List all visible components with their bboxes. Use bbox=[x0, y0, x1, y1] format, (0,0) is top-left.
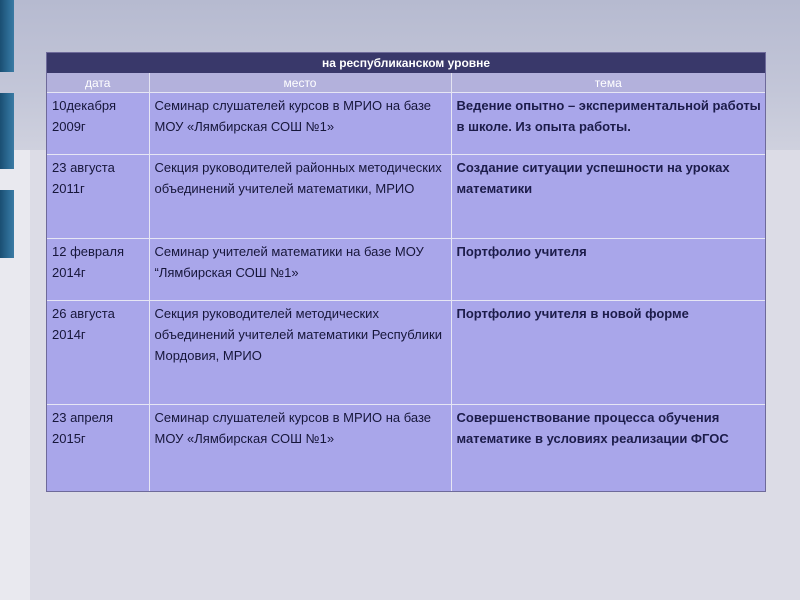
row-topic: Портфолио учителя в новой форме bbox=[451, 301, 765, 405]
row-topic: Ведение опытно – экспериментальной работы в школе. Из опыта работы. bbox=[451, 93, 765, 155]
table-row bbox=[47, 405, 765, 491]
row-date: 23 августа 2011г bbox=[47, 155, 149, 239]
table-title-row bbox=[47, 53, 765, 73]
column-header-topic: тема bbox=[451, 73, 765, 93]
row-topic: Портфолио учителя bbox=[451, 239, 765, 301]
row-place: Семинар слушателей курсов в МРИО на базе МОУ «Лямбирская СОШ №1» bbox=[149, 93, 451, 155]
row-place: Семинар слушателей курсов в МРИО на базе МОУ «Лямбирская СОШ №1» bbox=[149, 405, 451, 491]
row-topic: Создание ситуации успешности на уроках математики bbox=[451, 155, 765, 239]
side-accent-bar-1 bbox=[0, 0, 14, 72]
table-row bbox=[47, 239, 765, 301]
row-topic: Совершенствование процесса обучения математике в условиях реализации ФГОС bbox=[451, 405, 765, 491]
events-table bbox=[47, 53, 765, 491]
table-title: на республиканском уровне bbox=[47, 53, 765, 73]
events-table-container bbox=[46, 52, 766, 492]
table-row bbox=[47, 301, 765, 405]
row-date: 12 февраля 2014г bbox=[47, 239, 149, 301]
table-row bbox=[47, 93, 765, 155]
column-header-date: дата bbox=[47, 73, 149, 93]
table-header-row bbox=[47, 73, 765, 93]
row-place: Семинар учителей математики на базе МОУ “Лямбирская СОШ №1» bbox=[149, 239, 451, 301]
table-row bbox=[47, 155, 765, 239]
row-date: 23 апреля 2015г bbox=[47, 405, 149, 491]
row-date: 10декабря 2009г bbox=[47, 93, 149, 155]
side-accent-bar-2 bbox=[0, 93, 14, 169]
column-header-place: место bbox=[149, 73, 451, 93]
row-date: 26 августа 2014г bbox=[47, 301, 149, 405]
side-accent-bar-3 bbox=[0, 190, 14, 258]
row-place: Секция руководителей районных методических объединений учителей математики, МРИО bbox=[149, 155, 451, 239]
row-place: Секция руководителей методических объединений учителей математики Республики Мордовия, МРИО bbox=[149, 301, 451, 405]
